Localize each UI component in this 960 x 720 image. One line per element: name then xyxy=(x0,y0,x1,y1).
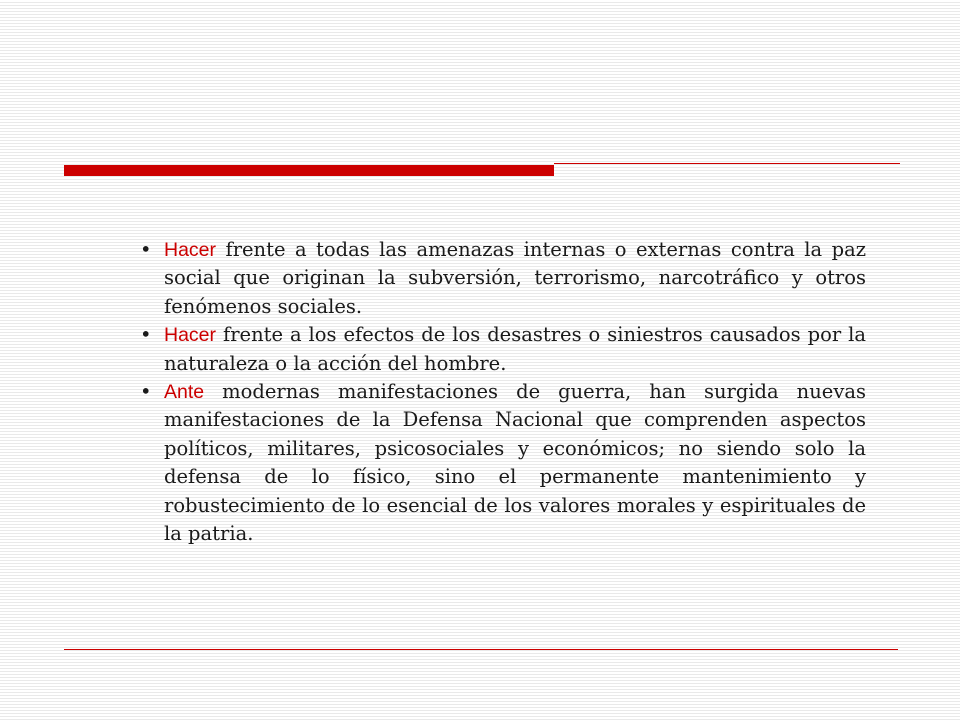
title-accent-bar xyxy=(64,165,554,176)
bullet-keyword: Hacer xyxy=(164,324,217,347)
bullet-item-2 xyxy=(136,321,866,378)
bullet-item-1 xyxy=(136,236,866,321)
bullet-icon: • xyxy=(140,323,152,347)
bullet-list xyxy=(136,236,866,548)
bullet-text: modernas manifestaciones de guerra, han surgida nuevas manifestaciones de la Defensa Nacional que comprenden aspectos políticos, militares, psicosociales y económicos; no siendo solo la defensa de lo físico, sino el permanente mantenimiento y robustecimiento de lo esencial de los valores morales y espirituales de la patria. xyxy=(164,380,866,546)
bullet-keyword: Ante xyxy=(164,381,205,404)
bullet-item-3 xyxy=(136,378,866,548)
bullet-icon: • xyxy=(140,380,152,404)
bullet-text: frente a todas las amenazas internas o externas contra la paz social que originan la subversión, terrorismo, narcotráfico y otros fenómenos sociales. xyxy=(164,238,866,318)
title-accent-line xyxy=(554,163,900,164)
bullet-text: frente a los efectos de los desastres o siniestros causados por la naturaleza o la acción del hombre. xyxy=(164,323,866,375)
footer-divider xyxy=(64,649,898,650)
bullet-keyword: Hacer xyxy=(164,239,217,261)
bullet-icon: • xyxy=(140,238,152,261)
